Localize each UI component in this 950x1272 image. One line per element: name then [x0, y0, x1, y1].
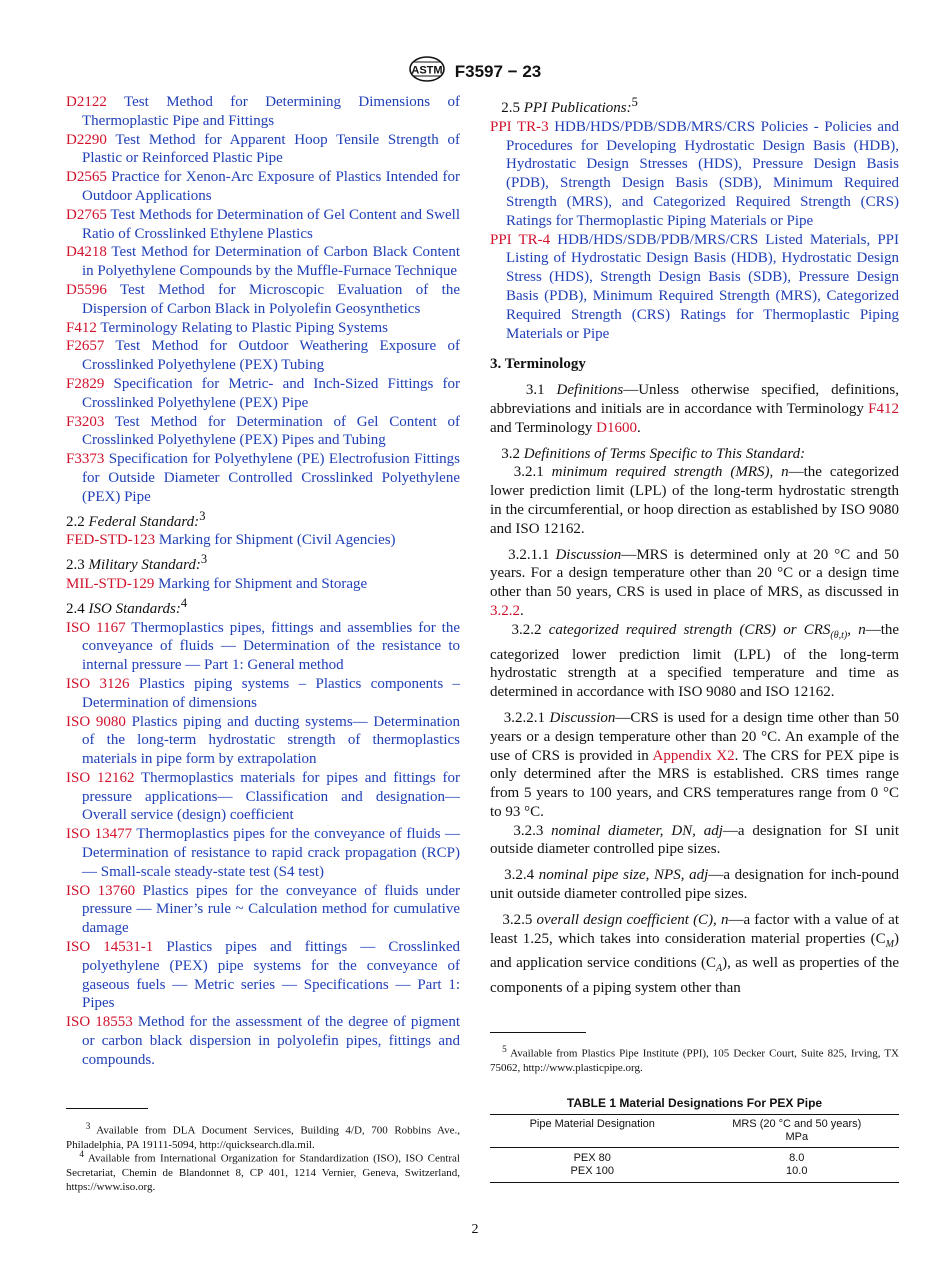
reference-code-link[interactable]: F3373 [66, 451, 105, 468]
reference-item: MIL-STD-129 Marking for Shipment and Storage [66, 575, 368, 592]
material-designations-table [490, 1114, 899, 1183]
paragraph-3-2-1: 3.2.1 minimum required strength (MRS), n—the categorized lower prediction limit (LPL) of the long-term hydrostatic strength in the circumferential, or hoop direction as established by ISO 9080 and ISO 12162. [490, 464, 899, 537]
reference-item: D2765 Test Methods for Determination of Gel Content and Swell Ratio of Crosslinked Ethylene Plastics [66, 206, 460, 242]
reference-item: ISO 9080 Plastics piping and ducting systems— Determination of the long-term hydrostatic strength of thermoplastics materials in pipe form by extrapolation [66, 713, 461, 768]
reference-code-link[interactable]: ISO 3126 [66, 675, 130, 692]
reference-item: F412 Terminology Relating to Plastic Piping Systems [66, 319, 389, 336]
reference-code-link[interactable]: D2565 [66, 169, 107, 186]
reference-item: ISO 14531-1 Plastics pipes and fittings — Crosslinked polyethylene (PEX) pipe systems for the conveyance of gaseous fuels — Metric series — Specifications — Part 1: Pipes [66, 939, 461, 1012]
reference-code-link[interactable]: ISO 13477 [66, 826, 133, 843]
reference-item: D4218 Test Method for Determination of Carbon Black Content in Polyethylene Compounds by the Muffle-Furnace Technique [66, 244, 460, 280]
reference-item: ISO 3126 Plastics piping systems – Plastics components – Determination of dimensions [66, 675, 461, 711]
footnote-5: $^5$ Available from Plastics Pipe Institute (PPI), 105 Decker Court, Suite 825, Irving, TX 75062, http://www.plasticpipe.org. [490, 1044, 899, 1074]
table-row [490, 1148, 899, 1166]
reference-code-link[interactable]: F412 [66, 319, 97, 336]
reference-code-link[interactable]: F2829 [66, 375, 105, 392]
reference-code-link[interactable]: F3203 [66, 413, 105, 430]
reference-item: D2122 Test Method for Determining Dimensions of Thermoplastic Pipe and Fittings [66, 94, 461, 129]
table-caption: TABLE 1 Material Designations For PEX Pipe [566, 1096, 823, 1110]
column-header: Pipe Material Designation [529, 1118, 655, 1130]
reference-item: ISO 13477 Thermoplastics pipes for the conveyance of fluids — Determination of resistance to rapid crack propagation (RCP) — Small-scale steady-state test (S4 test) [66, 826, 461, 880]
paragraph-3-2: 3.2 Definitions of Terms Specific to This Standard: [501, 445, 806, 462]
link-d1600[interactable]: D1600 [596, 419, 638, 436]
footnote-4: $^4$ Available from International Organization for Standardization (ISO), ISO Central Secretariat, Chemin de Blandonnet 8, CP 401, 1214 Vernier, Geneva, Switzerland, https://www.iso.org. [66, 1149, 460, 1193]
reference-item: D2290 Test Method for Apparent Hoop Tensile Strength of Plastic or Reinforced Plastic Pipe [66, 131, 460, 167]
reference-item: F3373 Specification for Polyethylene (PE) Electrofusion Fittings for Outside Diameter Controlled Crosslinked Polyethylene (PEX) Pipe [66, 451, 461, 505]
table-row [490, 1165, 899, 1183]
table-cell: PEX 80 [573, 1152, 611, 1164]
footnote-3: $^3$ Available from DLA Document Services, Building 4/D, 700 Robbins Ave., Philadelphia, PA 19111-5094, http://quicksearch.dla.mil. [66, 1121, 460, 1151]
reference-item: PPI TR-4 HDB/HDS/SDB/PDB/MRS/CRS Listed Materials, PPI Listing of Hydrostatic Design Basis (HDB), Hydrostatic Design Stress (HDS), Strength Design Basis (SDB), Pressure Design Basis (PDB), Minimum Required Strength (MRS), Categorized Required Strength (CRS) Ratings for Thermoplastic Piping Materials or Pipe [490, 231, 900, 342]
reference-item: ISO 13760 Plastics pipes for the conveyance of fluids under pressure — Miner’s rule ~ Calculation method for cumulative damage [66, 882, 461, 937]
paragraph-3-2-1-1: 3.2.1.1 Discussion—MRS is determined only at 20 °C and 50 years. For a design temperature other than 20 °C or a design time other than 50 years, CRS is used in place of MRS, as discussed in 3.2.2. [490, 546, 900, 619]
reference-item: PPI TR-3 HDB/HDS/PDB/SDB/MRS/CRS Policies - Policies and Procedures for Developing Hydrostatic Design Basis (HDB), Hydrostatic Design Stresses (HDS), Pressure Design Basis (PDB), Strength Design Basis (SDB), Minimum Required Strength (MRS), and Categorized Required Strength (CRS) Ratings for Thermoplastic Piping Materials or Pipe [490, 118, 900, 229]
paragraph-3-1: 3.1 Definitions—Unless otherwise specified, definitions, abbreviations and initials are in accordance with Terminology F412 and Terminology D1600. [490, 382, 900, 436]
footnote-rule [66, 1108, 148, 1109]
section-heading-military: 2.3 Military Standard:$^3$ [66, 552, 208, 574]
table-cell: PEX 100 [570, 1165, 614, 1177]
section-heading-terminology: 3. Terminology [490, 356, 586, 373]
section-heading-ppi: 2.5 PPI Publications:$^5$ [501, 95, 638, 116]
reference-item: F2829 Specification for Metric- and Inch-Sized Fittings for Crosslinked Polyethylene (PEX) Pipe [66, 375, 461, 411]
section-heading-federal: 2.2 Federal Standard:$^3$ [66, 508, 206, 530]
reference-code-link[interactable]: D2765 [66, 206, 107, 223]
right-column [490, 93, 899, 998]
reference-item: ISO 18553 Method for the assessment of the degree of pigment or carbon black dispersion in polyolefin pipes, fittings and compounds. [66, 1014, 460, 1068]
reference-item: F2657 Test Method for Outdoor Weathering Exposure of Crosslinked Polyethylene (PEX) Tubing [66, 338, 461, 374]
reference-item: D2565 Practice for Xenon-Arc Exposure of Plastics Intended for Outdoor Applications [66, 169, 461, 204]
paragraph-3-2-3: 3.2.3 nominal diameter, DN, adj—a designation for SI unit outside diameter controlled pipe sizes. [490, 822, 900, 858]
left-column [66, 93, 460, 1070]
table-cell: 8.0 [789, 1152, 805, 1164]
page-header [0, 56, 950, 87]
column-header: MRS (20 °C and 50 years) MPa [732, 1118, 862, 1143]
reference-code-link[interactable]: ISO 9080 [66, 713, 126, 730]
reference-code-link[interactable]: D2122 [66, 94, 107, 110]
reference-item: F3203 Test Method for Determination of Gel Content of Crosslinked Polyethylene (PEX) Pipes and Tubing [66, 413, 461, 449]
section-heading-iso: 2.4 ISO Standards:$^4$ [66, 595, 188, 617]
reference-code-link[interactable]: ISO 1167 [66, 619, 126, 636]
link-3-2-2[interactable]: 3.2.2 [490, 602, 520, 619]
reference-code-link[interactable]: ISO 12162 [66, 769, 135, 786]
reference-item: ISO 12162 Thermoplastics materials for pipes and fittings for pressure applications— Classification and designation—Overall service (design) coefficient [66, 769, 461, 824]
document-number: F3597 − 23 [454, 61, 542, 81]
reference-code-link[interactable]: ISO 13760 [66, 882, 136, 899]
reference-code-link[interactable]: D4218 [66, 244, 107, 261]
reference-code-link[interactable]: F2657 [66, 338, 105, 355]
reference-code-link[interactable]: FED-STD-123 [66, 532, 156, 549]
table-cell: 10.0 [786, 1165, 808, 1177]
link-appendix-x2[interactable]: Appendix X2 [652, 747, 735, 764]
reference-code-link[interactable]: MIL-STD-129 [66, 575, 155, 592]
reference-item: ISO 1167 Thermoplastics pipes, fittings and assemblies for the conveyance of fluids — Determination of the resistance to internal pressure — Part 1: General method [66, 619, 460, 674]
reference-code-link[interactable]: D2290 [66, 131, 107, 148]
table-header-row [490, 1115, 899, 1148]
paragraph-3-2-5: 3.2.5 overall design coefficient (C), n—a factor with a value of at least 1.25, which takes into consideration material properties $(C_M)$ and application service conditions $(C_A)$, as well as properties of the components of a piping system other than [490, 911, 900, 997]
reference-item: D5596 Test Method for Microscopic Evaluation of the Dispersion of Carbon Black in Polyolefin Geosynthetics [66, 281, 460, 317]
svg-text:ASTM: ASTM [411, 64, 443, 77]
reference-code-link[interactable]: ISO 14531-1 [66, 939, 154, 956]
paragraph-3-2-2-1: 3.2.2.1 Discussion—CRS is used for a design time other than 50 years or a design temperature other than 20 °C. An example of the use of CRS is provided in Appendix X2. The CRS for PEX pipe is only determined after the MRS is established. CRS times range from 5 years to 100 years, and CRS temperatures range from 0 °C to 93 °C. [490, 709, 900, 820]
reference-item: FED-STD-123 Marking for Shipment (Civil Agencies) [66, 532, 396, 549]
reference-code-link[interactable]: PPI TR-3 [490, 118, 549, 135]
reference-code-link[interactable]: D5596 [66, 281, 107, 298]
paragraph-3-2-2: 3.2.2 categorized required strength (CRS) or $CRS_{(\theta,t)}$, n—the categorized lower prediction limit (LPL) of the long-term hydrostatic strength at a specified temperature and time as determined in accordance with ISO 9080 and ISO 12162. [490, 621, 900, 701]
page-number: 2 [471, 1222, 479, 1237]
reference-code-link[interactable]: ISO 18553 [66, 1014, 133, 1031]
footnote-rule [490, 1032, 586, 1033]
astm-logo-icon [409, 56, 445, 87]
link-f412[interactable]: F412 [868, 400, 900, 417]
reference-code-link[interactable]: PPI TR-4 [490, 231, 551, 248]
paragraph-3-2-4: 3.2.4 nominal pipe size, NPS, adj—a designation for inch-pound unit outside diameter controlled pipe sizes. [490, 867, 900, 903]
